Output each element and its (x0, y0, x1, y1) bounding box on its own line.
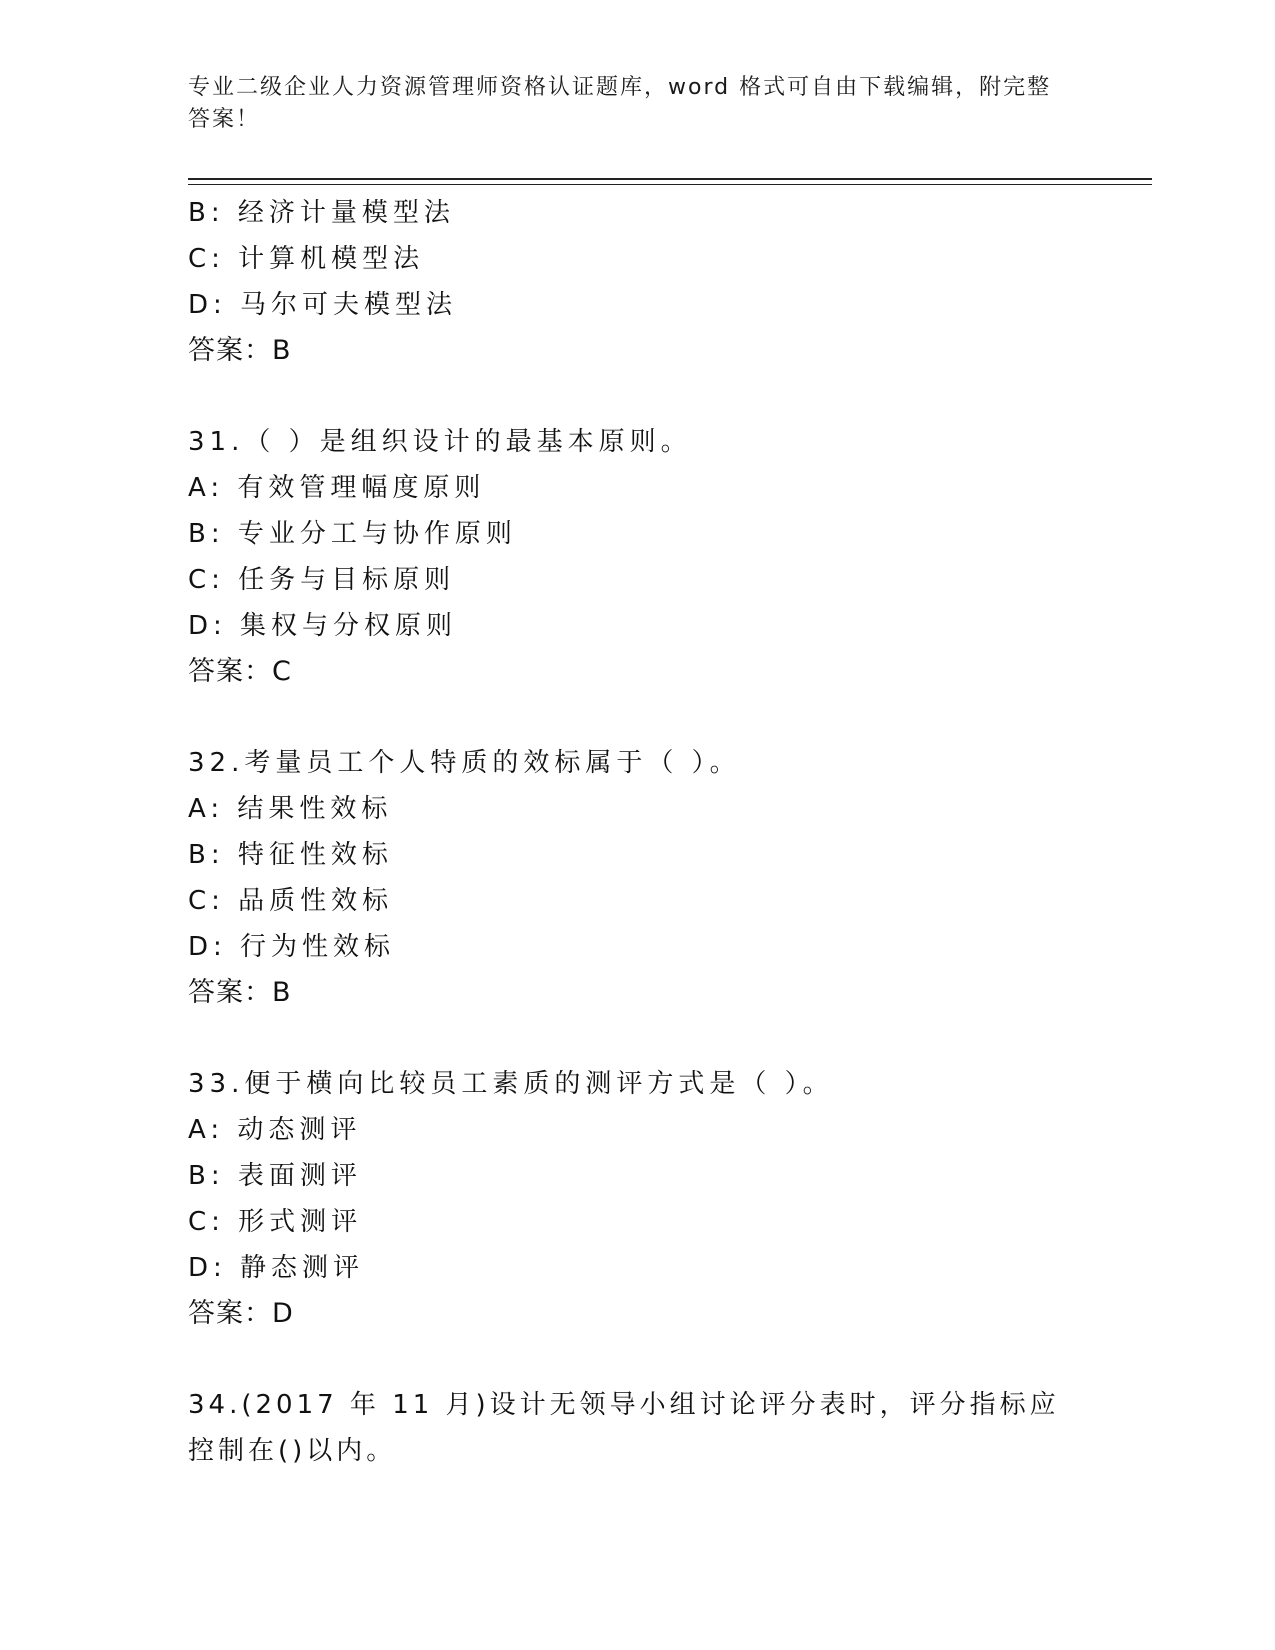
question-stem: 33.便于横向比较员工素质的测评方式是（ ）。 (188, 1069, 834, 1099)
option-c: C: 形式测评 (188, 1207, 363, 1237)
question-stem: 34.(2017 年 11 月)设计无领导小组讨论评分表时，评分指标应控制在()以内。 (188, 1390, 1060, 1466)
answer: 答案：C (188, 656, 292, 687)
page-header: 专业二级企业人力资源管理师资格认证题库，word 格式可自由下载编辑，附完整答案！ (188, 75, 1052, 132)
question-list (188, 190, 1088, 1474)
question-34 (188, 1382, 1088, 1474)
option-b: B: 表面测评 (188, 1161, 362, 1191)
question-33 (188, 1061, 1088, 1337)
question-stem: 31.（ ）是组织设计的最基本原则。 (188, 427, 692, 457)
option-a: A: 有效管理幅度原则 (188, 473, 486, 503)
option-d: D: 行为性效标 (188, 932, 396, 962)
option-c: C: 计算机模型法 (188, 244, 425, 274)
option-b: B: 专业分工与协作原则 (188, 519, 517, 549)
option-c: C: 任务与目标原则 (188, 565, 456, 595)
option-c: C: 品质性效标 (188, 886, 394, 916)
header-rule-thin (188, 184, 1152, 185)
question-stem: 32.考量员工个人特质的效标属于（ ）。 (188, 748, 741, 778)
question-31 (188, 419, 1088, 695)
option-a: A: 结果性效标 (188, 794, 393, 824)
answer: 答案：B (188, 977, 292, 1008)
answer: 答案：D (188, 1298, 294, 1329)
header-rule-thick (188, 178, 1152, 180)
answer: 答案：B (188, 335, 292, 366)
option-d: D: 静态测评 (188, 1253, 365, 1283)
option-d: D: 马尔可夫模型法 (188, 290, 458, 320)
question-32 (188, 740, 1088, 1016)
option-d: D: 集权与分权原则 (188, 611, 458, 641)
option-b: B: 特征性效标 (188, 840, 393, 870)
option-b: B: 经济计量模型法 (188, 198, 455, 228)
carry-over-question (188, 190, 1088, 374)
option-a: A: 动态测评 (188, 1115, 362, 1145)
